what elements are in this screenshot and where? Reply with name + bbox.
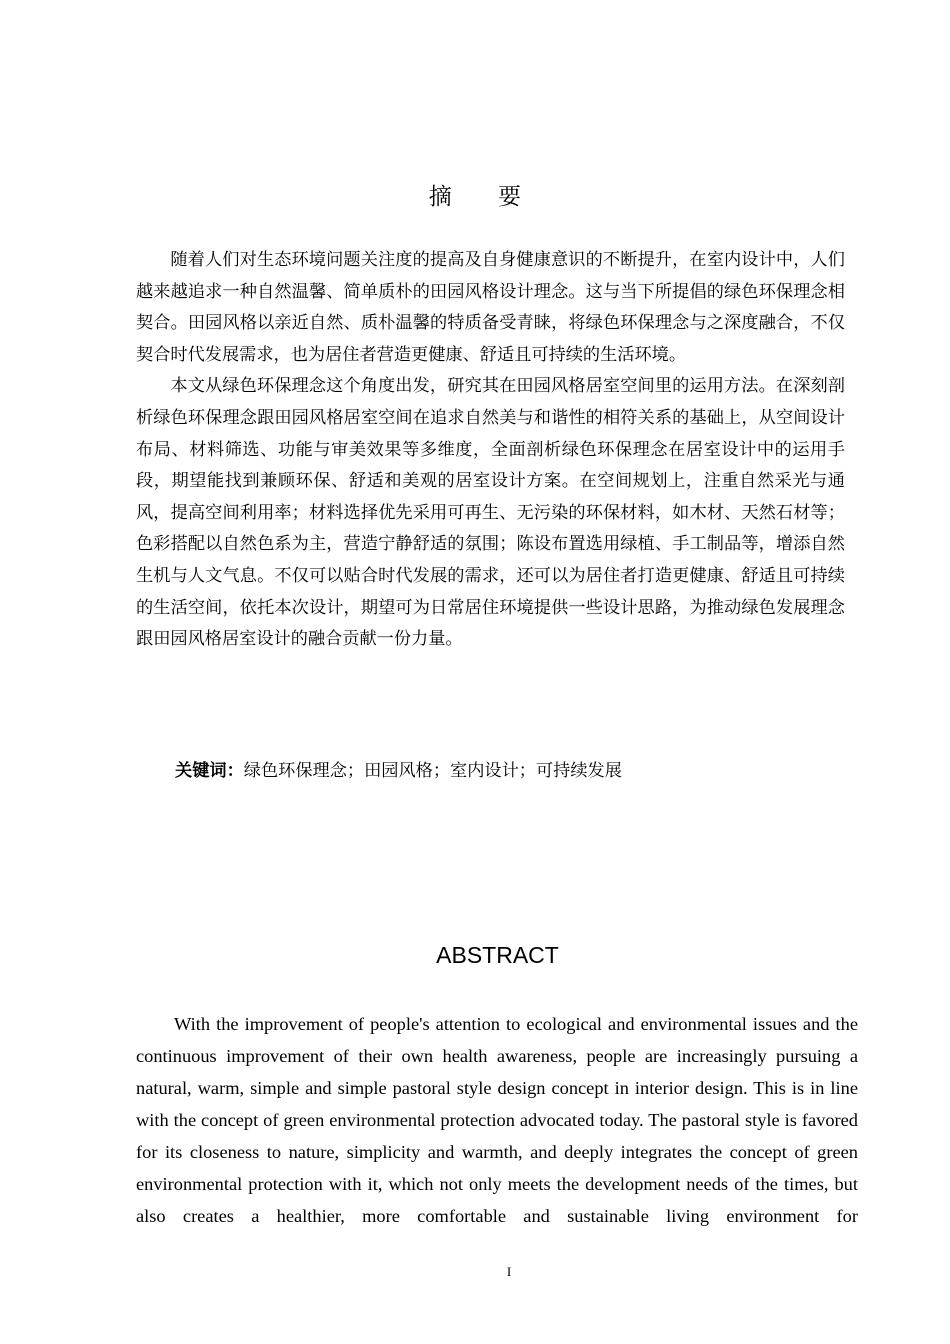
abstract-en-paragraph-1: With the improvement of people's attention to ecological and environmental issues and the continuous improvement of their own health awareness, people are increasingly pursuing a natural, warm, simple and simple pastoral style design concept in interior design. This is in line with the concept of green environmental protection advocated today. The pastoral style is favored for its closeness to nature, simplicity and warmth, and deeply integrates the concept of green environmental protection with it, which not only meets the development needs of the times, but also creates a healthier, more comfortable and sustainable living environment for (136, 1014, 858, 1226)
abstract-cn-title-char-2: 要 (498, 184, 522, 210)
keywords-label: 关键词： (175, 761, 244, 781)
abstract-cn-paragraph-2: 本文从绿色环保理念这个角度出发，研究其在田园风格居室空间里的运用方法。在深刻剖析绿色环保理念跟田园风格居室空间在追求自然美与和谐性的相符关系的基础上，从空间设计布局、材料筛选、功能与审美效果等多维度，全面剖析绿色环保理念在居室设计中的运用手段，期望能找到兼顾环保、舒适和美观的居室设计方案。在空间规划上，注重自然采光与通风，提高空间利用率；材料选择优先采用可再生、无污染的环保材料，如木材、天然石材等；色彩搭配以自然色系为主，营造宁静舒适的氛围；陈设布置选用绿植、手工制品等，增添自然生机与人文气息。不仅可以贴合时代发展的需求，还可以为居住者打造更健康、舒适且可持续的生活空间，依托本次设计，期望可为日常居住环境提供一些设计思路，为推动绿色发展理念跟田园风格居室设计的融合贡献一份力量。 (136, 376, 845, 650)
abstract-en-title: ABSTRACT (436, 942, 559, 968)
abstract-cn-body (136, 245, 845, 656)
page-number: I (506, 1264, 512, 1279)
abstract-cn-title-char-1: 摘 (428, 184, 452, 210)
abstract-cn-keywords (175, 757, 622, 785)
keywords-text: 绿色环保理念；田园风格；室内设计；可持续发展 (243, 761, 622, 781)
abstract-en-body (136, 1008, 858, 1232)
abstract-cn-paragraph-1: 随着人们对生态环境问题关注度的提高及自身健康意识的不断提升，在室内设计中，人们越来越追求一种自然温馨、简单质朴的田园风格设计理念。这与当下所提倡的绿色环保理念相契合。田园风格以亲近自然、质朴温馨的特质备受青睐，将绿色环保理念与之深度融合，不仅契合时代发展需求，也为居住者营造更健康、舒适且可持续的生活环境。 (136, 250, 845, 365)
abstract-cn-title (0, 178, 950, 211)
